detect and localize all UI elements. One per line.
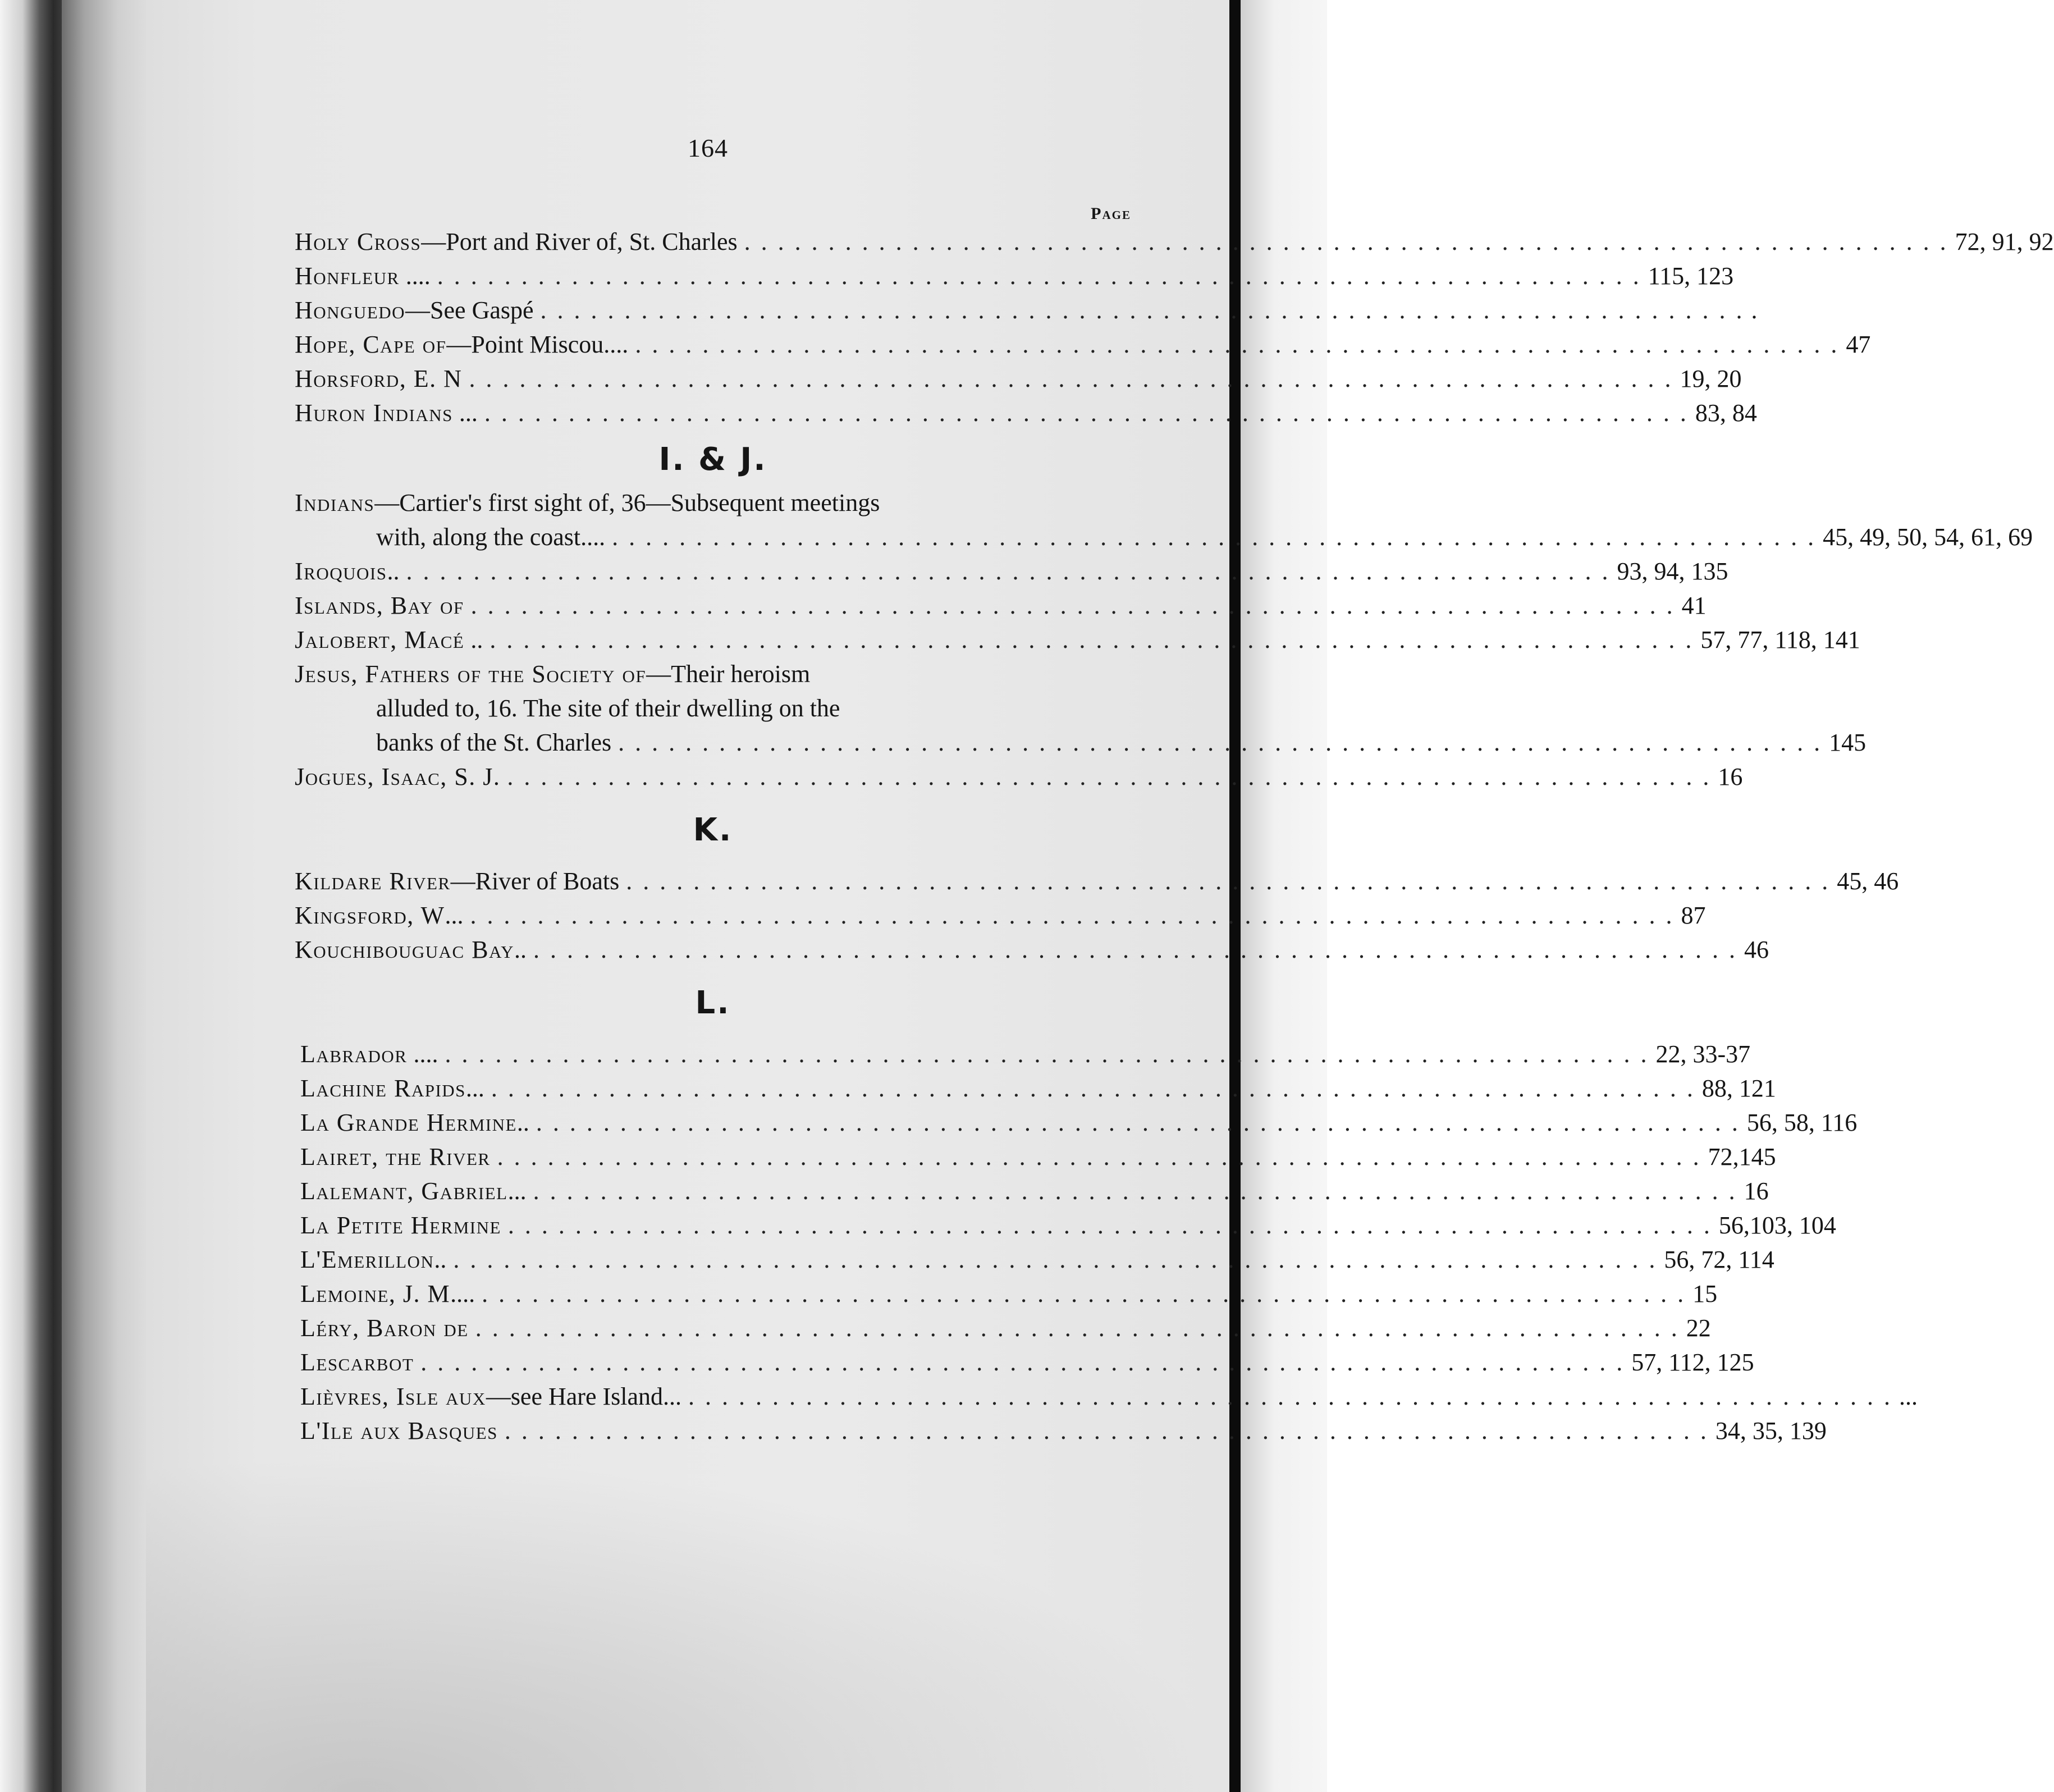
entry-detail: .. <box>434 1246 447 1273</box>
entry-detail: ... <box>452 399 478 427</box>
index-entry <box>300 1071 1776 1105</box>
entry-detail: with, along the coast.... <box>376 523 606 551</box>
index-entry <box>295 898 1706 932</box>
entry-detail: .. <box>516 1109 529 1136</box>
entry-pages: 56, 58, 116 <box>1746 1109 1858 1136</box>
dot-leader: . . . . . . . . . . . . . . . . . . . . . . . . . . . . . . . . . . . . . . . . . . . . . . . . . . . . . . . . . . . . . . . . . . . . . . . . <box>497 1143 1701 1171</box>
index-entry <box>295 554 1728 588</box>
entry-detail: ... <box>465 1075 484 1102</box>
index-entry <box>295 362 1742 396</box>
dot-leader: . . . . . . . . . . . . . . . . . . . . . . . . . . . . . . . . . . . . . . . . . . . . . . . . . . . . . . . . . . . . . . . . . . . . . . . . <box>490 626 1694 653</box>
entry-head: Honfleur <box>295 262 400 290</box>
index-entry <box>295 760 1743 794</box>
index-entry <box>295 864 1899 898</box>
entry-head: Kouchibouguac Bay <box>295 936 515 963</box>
entry-head: Lairet, the River <box>300 1143 491 1171</box>
dot-leader: . . . . . . . . . . . . . . . . . . . . . . . . . . . . . . . . . . . . . . . . . . . . . . . . . . . . . . . . . . . . . . . . . . . . . . . . <box>626 867 1831 895</box>
index-entry <box>300 1345 1754 1379</box>
index-entry <box>295 623 1860 657</box>
entry-detail: —see Hare Island... <box>486 1383 682 1410</box>
dot-leader: . . . . . . . . . . . . . . . . . . . . . . . . . . . . . . . . . . . . . . . . . . . . . . . . . . . . . . . . . . . . . . . . . . . . . . . . <box>507 1212 1712 1239</box>
entry-head: Lachine Rapids <box>300 1075 466 1102</box>
entry-head: Kildare River <box>295 867 451 895</box>
entry-head: Lièvres, Isle aux <box>300 1383 486 1410</box>
dot-leader: . . . . . . . . . . . . . . . . . . . . . . . . . . . . . . . . . . . . . . . . . . . . . . . . . . . . . . . . . . . . . . . . . . . . . . . . <box>406 557 1611 585</box>
entry-head: Jogues, Isaac, S. J. <box>295 763 501 790</box>
entry-pages: 145 <box>1829 729 1867 756</box>
dot-leader: . . . . . . . . . . . . . . . . . . . . . . . . . . . . . . . . . . . . . . . . . . . . . . . . . . . . . . . . . . . . . . . . . . . . . . . . <box>612 523 1817 551</box>
entry-head: L'Emerillon <box>300 1246 434 1273</box>
entry-detail: —Cartier's first sight of, 36—Subsequent meetings <box>374 489 880 516</box>
entry-pages: 88, 121 <box>1701 1075 1776 1102</box>
entry-head: Jalobert, Macé <box>295 626 465 653</box>
entry-pages: . <box>1751 296 1758 324</box>
dot-leader: . . . . . . . . . . . . . . . . . . . . . . . . . . . . . . . . . . . . . . . . . . . . . . . . . . . . . . . . . . . . . . . . . . . . . . . . <box>469 365 1673 392</box>
entry-head: Léry, Baron de <box>300 1314 469 1342</box>
index-entry <box>300 1379 1918 1414</box>
index-entry <box>300 1174 1769 1208</box>
page-stain <box>146 1455 1229 1792</box>
dot-leader: . . . . . . . . . . . . . . . . . . . . . . . . . . . . . . . . . . . . . . . . . . . . . . . . . . . . . . . . . . . . . . . . . . . . . . . . <box>507 763 1712 790</box>
dot-leader: . . . . . . . . . . . . . . . . . . . . . . . . . . . . . . . . . . . . . . . . . . . . . . . . . . . . . . . . . . . . . . . . . . . . . . . . <box>437 262 1641 290</box>
entry-detail: —Point Miscou.... <box>446 331 629 358</box>
dot-leader: . . . . . . . . . . . . . . . . . . . . . . . . . . . . . . . . . . . . . . . . . . . . . . . . . . . . . . . . . . . . . . . . . . . . . . . . <box>504 1417 1709 1444</box>
dot-leader: . . . . . . . . . . . . . . . . . . . . . . . . . . . . . . . . . . . . . . . . . . . . . . . . . . . . . . . . . . . . . . . . . . . . . . . . <box>470 902 1675 929</box>
entry-pages: 115, 123 <box>1648 262 1734 290</box>
entry-head: Holy Cross <box>295 228 422 255</box>
dot-leader: . . . . . . . . . . . . . . . . . . . . . . . . . . . . . . . . . . . . . . . . . . . . . . . . . . . . . . . . . . . . . . . . . . . . . . . . <box>453 1246 1658 1273</box>
entry-head: Islands, Bay of <box>295 592 464 619</box>
index-entry <box>300 1311 1711 1345</box>
entry-pages: 47 <box>1846 331 1871 358</box>
entry-pages: 19, 20 <box>1680 365 1742 392</box>
dot-leader: . . . . . . . . . . . . . . . . . . . . . . . . . . . . . . . . . . . . . . . . . . . . . . . . . . . . . . . . . . . . . . . . . . . . . . . . <box>491 1075 1695 1102</box>
entry-detail: .... <box>450 1280 475 1308</box>
entry-pages: 41 <box>1681 592 1707 619</box>
binding-edge <box>0 0 62 1792</box>
entry-pages: 72, 91, 92 <box>1955 228 2054 255</box>
entry-pages: 46 <box>1744 936 1769 963</box>
index-entry <box>300 1277 1718 1311</box>
entry-head: Lalemant, Gabriel <box>300 1177 508 1205</box>
entry-detail: .... <box>399 262 431 290</box>
entry-pages: 45, 46 <box>1837 867 1899 895</box>
entry-pages: 56, 72, 114 <box>1664 1246 1774 1273</box>
entry-head: Jesus, Fathers of the Society of <box>295 660 647 688</box>
entry-pages: 93, 94, 135 <box>1617 557 1728 585</box>
dot-leader: . . . . . . . . . . . . . . . . . . . . . . . . . . . . . . . . . . . . . . . . . . . . . . . . . . . . . . . . . . . . . . . . . . . . . . . . <box>635 331 1840 358</box>
page-column-header: Page <box>1091 204 1131 223</box>
entry-pages: 22 <box>1686 1314 1711 1342</box>
index-entry-multiline <box>295 486 2033 554</box>
entry-detail: —River of Boats <box>450 867 620 895</box>
section-heading-ij: I. & J. <box>658 441 767 478</box>
entry-head: Huron Indians <box>295 399 453 427</box>
entry-detail: alluded to, 16. The site of their dwelling on the <box>376 694 840 722</box>
entry-detail: .. <box>514 936 527 963</box>
binding-shadow <box>62 0 157 1792</box>
section-heading-k: K. <box>693 812 733 848</box>
entry-head: Horsford, E. N <box>295 365 463 392</box>
entry-pages: 16 <box>1744 1177 1769 1205</box>
index-entry <box>295 396 1757 430</box>
entry-head: Labrador <box>300 1040 408 1068</box>
entry-detail: ... <box>445 902 464 929</box>
dot-leader: . . . . . . . . . . . . . . . . . . . . . . . . . . . . . . . . . . . . . . . . . . . . . . . . . . . . . . . . . . . . . . . . . . . . . . . . <box>445 1040 1649 1068</box>
entry-pages: ... <box>1899 1383 1918 1410</box>
entry-pages: 16 <box>1718 763 1743 790</box>
entry-pages: 45, 49, 50, 54, 61, 69 <box>1823 523 2033 551</box>
dot-leader: . . . . . . . . . . . . . . . . . . . . . . . . . . . . . . . . . . . . . . . . . . . . . . . . . . . . . . . . . . . . . . . . . . . . . . . . <box>536 1109 1740 1136</box>
entry-pages: 56,103, 104 <box>1718 1212 1836 1239</box>
dot-leader: . . . . . . . . . . . . . . . . . . . . . . . . . . . . . . . . . . . . . . . . . . . . . . . . . . . . . . . . . . . . . . . . . . . . . . . . <box>688 1383 1893 1410</box>
entry-pages: 57, 77, 118, 141 <box>1700 626 1860 653</box>
index-content <box>295 129 2054 1448</box>
entry-pages: 15 <box>1692 1280 1718 1308</box>
entry-detail: —Their heroism <box>646 660 811 688</box>
h-entries <box>295 225 2054 430</box>
entry-head: Lemoine, J. M <box>300 1280 451 1308</box>
index-entry <box>300 1242 1774 1277</box>
index-entry-multiline <box>295 657 1867 760</box>
entry-pages: 22, 33-37 <box>1655 1040 1751 1068</box>
entry-pages: 83, 84 <box>1695 399 1757 427</box>
index-entry <box>300 1140 1776 1174</box>
page-number: 164 <box>688 134 728 162</box>
dot-leader: . . . . . . . . . . . . . . . . . . . . . . . . . . . . . . . . . . . . . . . . . . . . . . . . . . . . . . . . . . . . . . . . . . . . . . . . <box>482 1280 1686 1308</box>
index-entry <box>300 1105 1858 1140</box>
dot-leader: . . . . . . . . . . . . . . . . . . . . . . . . . . . . . . . . . . . . . . . . . . . . . . . . . . . . . . . . . . . . . . . . . . . . . . . . <box>470 592 1675 619</box>
entry-pages: 57, 112, 125 <box>1631 1348 1754 1376</box>
entry-pages: 34, 35, 139 <box>1715 1417 1827 1444</box>
entry-head: La Petite Hermine <box>300 1212 501 1239</box>
index-entry <box>295 932 1769 967</box>
dot-leader: . . . . . . . . . . . . . . . . . . . . . . . . . . . . . . . . . . . . . . . . . . . . . . . . . . . . . . . . . . . . . . . . . . . . . . . . <box>484 399 1689 427</box>
dot-leader: . . . . . . . . . . . . . . . . . . . . . . . . . . . . . . . . . . . . . . . . . . . . . . . . . . . . . . . . . . . . . . . . . . . . . . . . <box>744 228 1948 255</box>
entry-detail: .. <box>464 626 483 653</box>
entry-head: Lescarbot <box>300 1348 414 1376</box>
entry-head: Hope, Cape of <box>295 331 447 358</box>
dot-leader: . . . . . . . . . . . . . . . . . . . . . . . . . . . . . . . . . . . . . . . . . . . . . . . . . . . . . . . . . . . . . . . . . . . . . . . . <box>618 729 1823 756</box>
dot-leader: . . . . . . . . . . . . . . . . . . . . . . . . . . . . . . . . . . . . . . . . . . . . . . . . . . . . . . . . . . . . . . . . . . . . . . . . <box>420 1348 1625 1376</box>
index-entry <box>295 588 1707 623</box>
entry-pages: 87 <box>1681 902 1706 929</box>
entry-detail: —Port and River of, St. Charles <box>421 228 738 255</box>
entry-detail: .... <box>407 1040 438 1068</box>
index-entry <box>295 327 1871 362</box>
entry-head: La Grande Hermine <box>300 1109 517 1136</box>
index-entry <box>300 1414 1827 1448</box>
entry-head: Indians <box>295 489 375 516</box>
entry-head: L'Ile aux Basques <box>300 1417 498 1444</box>
index-entry <box>300 1037 1751 1071</box>
k-entries <box>295 864 1899 967</box>
ij-entries <box>295 486 2033 794</box>
index-entry <box>300 1208 1836 1242</box>
index-entry <box>295 259 1734 293</box>
entry-detail: ... <box>507 1177 527 1205</box>
entry-head: Kingsford, W <box>295 902 445 929</box>
entry-detail: —See Gaspé <box>405 296 534 324</box>
dot-leader: . . . . . . . . . . . . . . . . . . . . . . . . . . . . . . . . . . . . . . . . . . . . . . . . . . . . . . . . . . . . . . . . . . . . . . . . <box>533 936 1738 963</box>
entry-detail: .. <box>387 557 400 585</box>
dot-leader: . . . . . . . . . . . . . . . . . . . . . . . . . . . . . . . . . . . . . . . . . . . . . . . . . . . . . . . . . . . . . . . . . . . . . . . . <box>475 1314 1680 1342</box>
dot-leader: . . . . . . . . . . . . . . . . . . . . . . . . . . . . . . . . . . . . . . . . . . . . . . . . . . . . . . . . . . . . . . . . . . . . . . . . <box>540 296 1745 324</box>
entry-head: Iroquois <box>295 557 387 585</box>
index-entry <box>295 225 2054 259</box>
l-entries <box>295 1037 1918 1448</box>
section-heading-l: L. <box>695 985 731 1021</box>
entry-head: Honguedo <box>295 296 406 324</box>
entry-pages: 72,145 <box>1708 1143 1776 1171</box>
index-entry <box>295 293 1758 327</box>
entry-detail: banks of the St. Charles <box>376 729 612 756</box>
dot-leader: . . . . . . . . . . . . . . . . . . . . . . . . . . . . . . . . . . . . . . . . . . . . . . . . . . . . . . . . . . . . . . . . . . . . . . . . <box>533 1177 1737 1205</box>
